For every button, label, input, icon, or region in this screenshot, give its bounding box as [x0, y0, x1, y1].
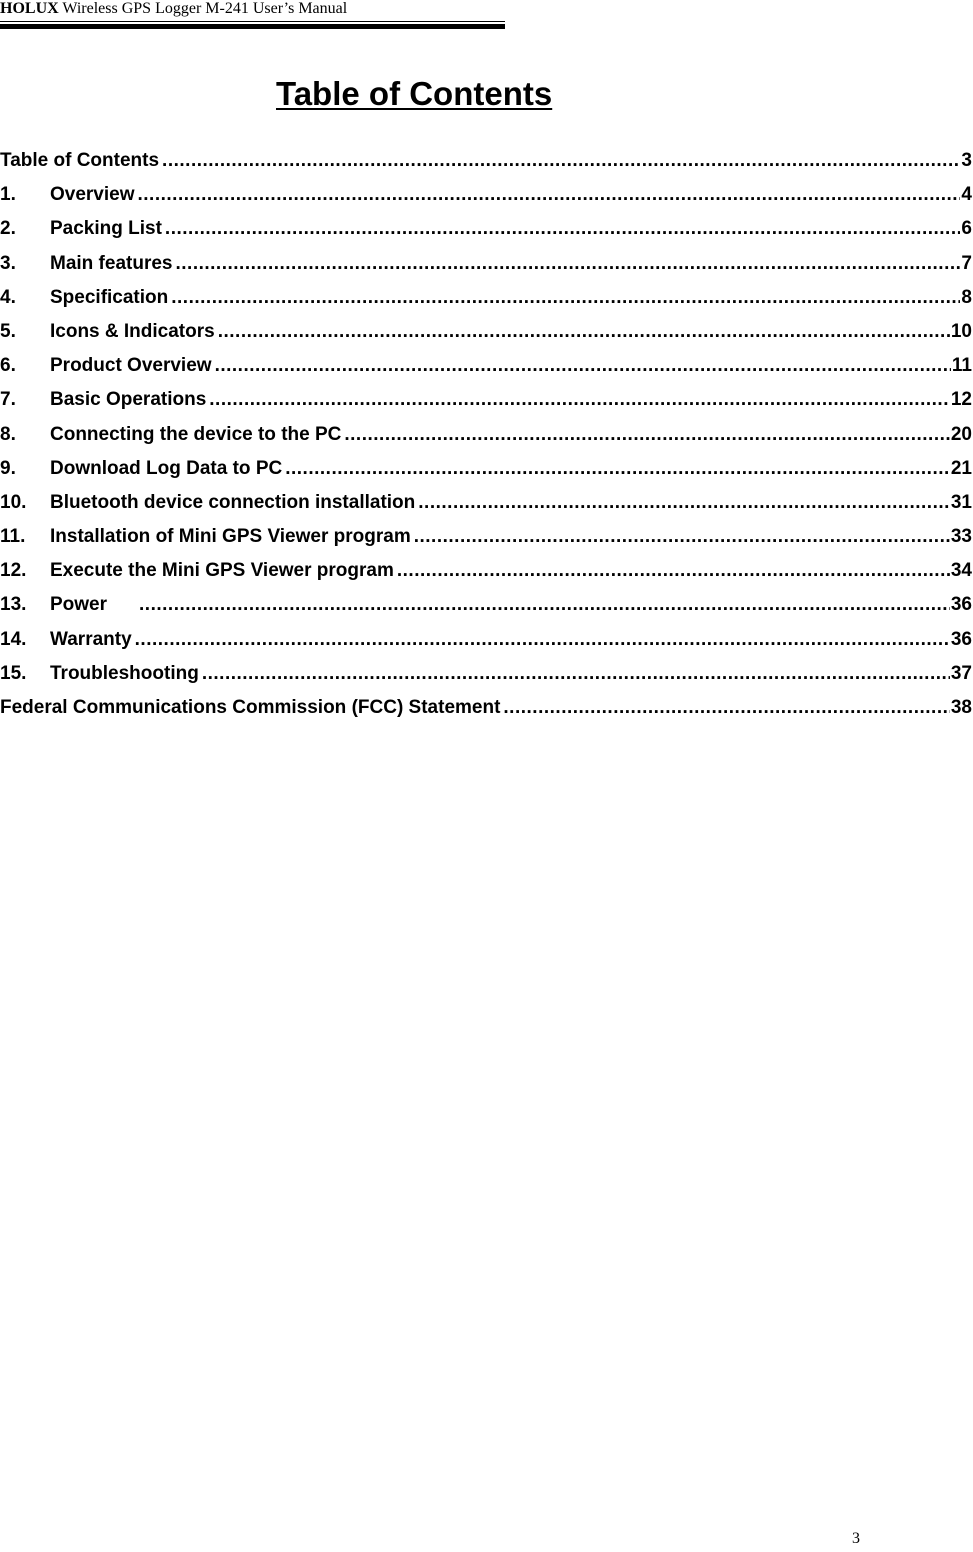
toc-leader-dots: [202, 663, 950, 685]
toc-entry[interactable]: [0, 663, 972, 697]
toc-entry-number: 4.: [0, 286, 16, 308]
toc-entry[interactable]: [0, 424, 972, 458]
toc-entry[interactable]: [0, 218, 972, 252]
toc-entry[interactable]: [0, 287, 972, 321]
toc-entry-page: 3: [961, 150, 972, 171]
toc-entry[interactable]: [0, 389, 972, 423]
toc-entry-page: 36: [950, 628, 972, 650]
toc-entry-number: 7.: [0, 389, 16, 411]
toc-entry-label: Main features: [50, 252, 173, 274]
toc-entry-number: 8.: [0, 423, 16, 445]
toc-entry-page: 34: [950, 560, 972, 582]
toc-entry-number: 2.: [0, 218, 16, 240]
toc-leader-dots: [162, 150, 960, 172]
toc-entry-label: Installation of Mini GPS Viewer program: [50, 526, 411, 548]
toc-entry-page: 4: [961, 184, 972, 206]
toc-entry-number: 15.: [0, 662, 27, 684]
toc-leader-dots: [165, 218, 961, 240]
toc-entry-page: 11: [951, 355, 972, 377]
toc-entry[interactable]: [0, 492, 972, 526]
toc-leader-dots: [285, 458, 950, 480]
toc-entry-label: Federal Communications Commission (FCC) Statement: [0, 697, 501, 718]
toc-entry-label: Execute the Mini GPS Viewer program: [50, 560, 394, 582]
toc-entry-label: Bluetooth device connection installation: [50, 491, 416, 513]
toc-entry-number: 13.: [0, 594, 27, 616]
toc-leader-dots: [503, 697, 949, 719]
toc-entry-page: 21: [950, 457, 972, 479]
toc-leader-dots: [414, 526, 950, 548]
toc-entry-label: Specification: [50, 286, 169, 308]
toc-leader-dots: [397, 560, 950, 582]
header-rule: [0, 21, 505, 29]
toc-entry-label: Download Log Data to PC: [50, 457, 283, 479]
toc-entry[interactable]: [0, 253, 972, 287]
toc-entry[interactable]: [0, 321, 972, 355]
toc-entry-page: 10: [950, 320, 972, 342]
toc-entry-number: 5.: [0, 320, 16, 342]
toc-entry[interactable]: [0, 355, 972, 389]
toc-entry-page: 33: [950, 526, 972, 548]
toc-entry-page: 8: [961, 286, 972, 308]
toc-leader-dots: [344, 424, 949, 446]
toc-entry-number: 3.: [0, 252, 16, 274]
toc-leader-dots: [138, 184, 961, 206]
toc-leader-dots: [215, 355, 951, 377]
toc-list: [0, 150, 972, 731]
toc-entry-label: Troubleshooting: [50, 662, 199, 684]
running-header: [0, 0, 505, 22]
toc-entry-number: 6.: [0, 355, 16, 377]
toc-entry-page: 37: [950, 662, 972, 684]
toc-leader-dots: [418, 492, 950, 514]
toc-entry[interactable]: [0, 594, 972, 628]
toc-entry[interactable]: [0, 697, 972, 731]
toc-leader-dots: [135, 629, 950, 651]
toc-entry-label: Table of Contents: [0, 150, 160, 171]
toc-leader-dots: [209, 389, 950, 411]
toc-entry-label: Product Overview: [50, 355, 212, 377]
header-rule-thick: [0, 24, 505, 29]
toc-entry-page: 6: [961, 218, 972, 240]
toc-entry[interactable]: [0, 150, 972, 184]
toc-entry-page: 12: [950, 389, 972, 411]
header-rule-thin: [0, 21, 505, 22]
toc-entry-label: Warranty: [50, 628, 132, 650]
toc-entry-number: 14.: [0, 628, 27, 650]
toc-entry[interactable]: [0, 458, 972, 492]
toc-entry-number: 11.: [0, 526, 26, 548]
toc-entry-label: Overview: [50, 184, 135, 206]
toc-entry-number: 12.: [0, 560, 27, 582]
toc-entry-page: 7: [961, 252, 972, 274]
toc-entry[interactable]: [0, 184, 972, 218]
header-title: Wireless GPS Logger M-241 User’s Manual: [62, 0, 348, 17]
page-number: 3: [852, 1530, 860, 1547]
toc-entry-page: 38: [950, 697, 972, 718]
toc-entry-number: 10.: [0, 491, 27, 513]
toc-entry-label: Icons & Indicators: [50, 320, 215, 342]
toc-entry[interactable]: [0, 526, 972, 560]
toc-leader-dots: [175, 253, 960, 275]
toc-entry-page: 20: [950, 423, 972, 445]
header-brand: HOLUX: [0, 0, 59, 17]
toc-leader-dots: [139, 594, 950, 616]
toc-entry-number: 9.: [0, 457, 16, 479]
toc-entry[interactable]: [0, 560, 972, 594]
toc-entry[interactable]: [0, 629, 972, 663]
toc-entry-page: 36: [950, 594, 972, 616]
toc-leader-dots: [218, 321, 950, 343]
toc-entry-label: Basic Operations: [50, 389, 207, 411]
toc-entry-label: Connecting the device to the PC: [50, 423, 342, 445]
toc-entry-number: 1.: [0, 184, 16, 206]
toc-entry-label: Power: [50, 594, 108, 616]
toc-entry-label: Packing List: [50, 218, 162, 240]
toc-entry-page: 31: [950, 491, 972, 513]
toc-leader-dots: [171, 287, 960, 309]
page-title: Table of Contents: [276, 75, 553, 112]
